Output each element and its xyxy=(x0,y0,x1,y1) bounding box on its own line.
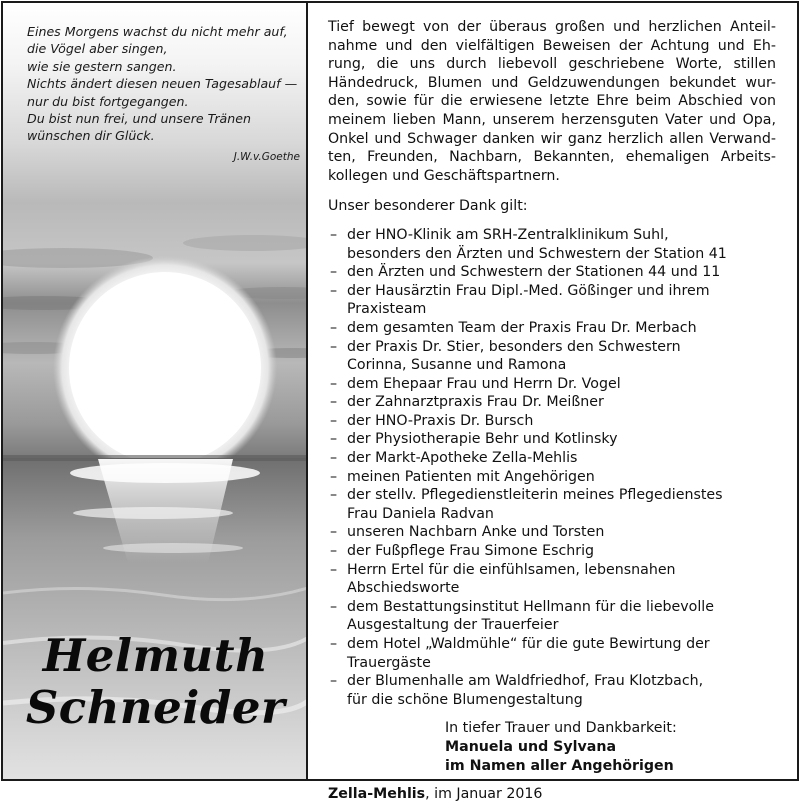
thanks-item-line: der HNO-Praxis Dr. Bursch xyxy=(347,412,534,429)
left-panel xyxy=(3,3,308,779)
thanks-item-line: dem gesamten Team der Praxis Frau Dr. Merbach xyxy=(347,319,697,336)
right-panel xyxy=(328,18,776,804)
thanks-item xyxy=(328,672,776,709)
thanks-item xyxy=(328,338,776,375)
thanks-item xyxy=(328,468,776,487)
thanks-item-line: Herrn Ertel für die einfühlsamen, lebensnahen xyxy=(347,561,676,578)
thanks-item-line: der Praxis Dr. Stier, besonders den Schwestern xyxy=(347,338,681,355)
thanks-item-line: meinen Patienten mit Angehörigen xyxy=(347,468,595,485)
intro-line: Tief bewegt von der überaus großen und herzlichen Anteil- xyxy=(328,19,776,35)
thanks-item xyxy=(328,412,776,431)
thanks-item xyxy=(328,561,776,598)
thanks-item-line: Frau Daniela Radvan xyxy=(347,505,494,522)
closing-block xyxy=(328,719,776,775)
dash-bullet: – xyxy=(330,264,338,281)
thanks-item-line: den Ärzten und Schwestern der Stationen 44 und 11 xyxy=(347,264,721,281)
intro-line: kollegen und Geschäftspartnern. xyxy=(328,167,560,184)
dash-bullet: – xyxy=(330,431,338,448)
thanks-item-line: der Fußpflege Frau Simone Eschrig xyxy=(347,543,595,560)
dash-bullet: – xyxy=(330,375,338,392)
poem-author: J.W.v.Goethe xyxy=(233,150,300,163)
thanks-item-line: unseren Nachbarn Anke und Torsten xyxy=(347,524,605,541)
poem-line: Du bist nun frei, und unsere Tränen xyxy=(27,111,251,127)
closing-line: In tiefer Trauer und Dankbarkeit: xyxy=(445,720,677,737)
intro-line: ten, Freunden, Nachbarn, Bekannten, ehemaligen Arbeits- xyxy=(328,149,776,166)
dash-bullet: – xyxy=(330,598,338,615)
thanks-item xyxy=(328,449,776,468)
deceased-last-name: Schneider xyxy=(25,681,286,734)
dash-bullet: – xyxy=(330,673,338,690)
thanks-item-line: Corinna, Susanne und Ramona xyxy=(347,357,567,374)
thanks-item xyxy=(328,263,776,282)
dash-bullet: – xyxy=(330,561,338,578)
intro-line: meinem lieben Mann, unserem herzensguten Vater und Opa, xyxy=(328,111,776,128)
deceased-first-name: Helmuth xyxy=(42,629,269,682)
intro-line: Onkel und Schwager danken wir ganz herzlich allen Verwand- xyxy=(328,130,776,147)
closing-names: Manuela und Sylvana xyxy=(445,738,617,755)
poem-line: Eines Morgens wachst du nicht mehr auf, xyxy=(27,24,288,39)
dash-bullet: – xyxy=(330,394,338,411)
thanks-item xyxy=(328,523,776,542)
thanks-item-line: der HNO-Klinik am SRH-Zentralklinikum Suhl, xyxy=(347,226,669,243)
place-town: Zella-Mehlis xyxy=(328,786,426,803)
thanks-item-line: der Zahnarztpraxis Frau Dr. Meißner xyxy=(347,394,604,411)
thanks-item-line: der stellv. Pflegedienstleiterin meines Pflegedienstes xyxy=(347,487,723,504)
place-date xyxy=(328,785,776,804)
thanks-item-line: der Hausärztin Frau Dipl.-Med. Gößinger und ihrem xyxy=(347,282,710,299)
thanks-item-line: dem Bestattungsinstitut Hellmann für die liebevolle xyxy=(347,598,714,615)
poem xyxy=(27,23,302,166)
dash-bullet: – xyxy=(330,282,338,299)
poem-line: nur du bist fortgegangen. xyxy=(27,93,189,109)
place-date-text: , im Januar 2016 xyxy=(425,786,543,803)
dash-bullet: – xyxy=(330,412,338,429)
dash-bullet: – xyxy=(330,319,338,336)
dash-bullet: – xyxy=(330,338,338,355)
poem-line: wie sie gestern sangen. xyxy=(27,58,177,74)
thanks-item xyxy=(328,226,776,263)
thanks-item xyxy=(328,486,776,523)
intro-line: nahme und den vielfältigen Beweisen der Achtung und Eh- xyxy=(328,37,776,54)
thanks-item-line: Praxisteam xyxy=(347,301,427,318)
thanks-item xyxy=(328,393,776,412)
thanks-item-line: Ausgestaltung der Trauerfeier xyxy=(347,617,559,634)
poem-line: wünschen dir Glück. xyxy=(27,128,155,144)
thanks-heading: Unser besonderer Dank gilt: xyxy=(328,198,528,215)
thanks-item-line: für die schöne Blumengestaltung xyxy=(347,691,583,708)
dash-bullet: – xyxy=(330,543,338,560)
dash-bullet: – xyxy=(330,450,338,467)
intro-line: Händedruck, Blumen und Geldzuwendungen bekundet wur- xyxy=(328,74,776,91)
thanks-item-line: Abschiedsworte xyxy=(347,580,460,597)
dash-bullet: – xyxy=(330,524,338,541)
intro-paragraph xyxy=(328,18,776,185)
thanks-item xyxy=(328,542,776,561)
thanks-item xyxy=(328,319,776,338)
thanks-item-line: Trauergäste xyxy=(347,654,431,671)
dash-bullet: – xyxy=(330,226,338,243)
thanks-item xyxy=(328,430,776,449)
thanks-item-line: besonders den Ärzten und Schwestern der Station 41 xyxy=(347,245,727,262)
thanks-item-line: dem Hotel „Waldmühle“ für die gute Bewirtung der xyxy=(347,636,710,652)
thanks-item xyxy=(328,635,776,672)
thanks-item-line: der Markt-Apotheke Zella-Mehlis xyxy=(347,450,578,467)
poem-line: Nichts ändert diesen neuen Tagesablauf — xyxy=(27,76,298,92)
thanks-item-line: der Physiotherapie Behr und Kotlinsky xyxy=(347,431,618,448)
thanks-item xyxy=(328,282,776,319)
dash-bullet: – xyxy=(330,487,338,504)
closing-family: im Namen aller Angehörigen xyxy=(445,757,674,774)
poem-line: die Vögel aber singen, xyxy=(27,41,168,57)
intro-line: den, sowie für die erwiesene letzte Ehre beim Abschied von xyxy=(328,93,776,110)
thanks-list xyxy=(328,226,776,709)
thanks-item xyxy=(328,598,776,635)
dash-bullet: – xyxy=(330,468,338,485)
thanks-item xyxy=(328,375,776,394)
thanks-item-line: dem Ehepaar Frau und Herrn Dr. Vogel xyxy=(347,375,621,392)
thanks-item-line: der Blumenhalle am Waldfriedhof, Frau Klotzbach, xyxy=(347,673,704,690)
dash-bullet: – xyxy=(330,636,338,652)
intro-line: rung, die uns durch liebevoll geschriebene Worte, stillen xyxy=(328,56,776,73)
